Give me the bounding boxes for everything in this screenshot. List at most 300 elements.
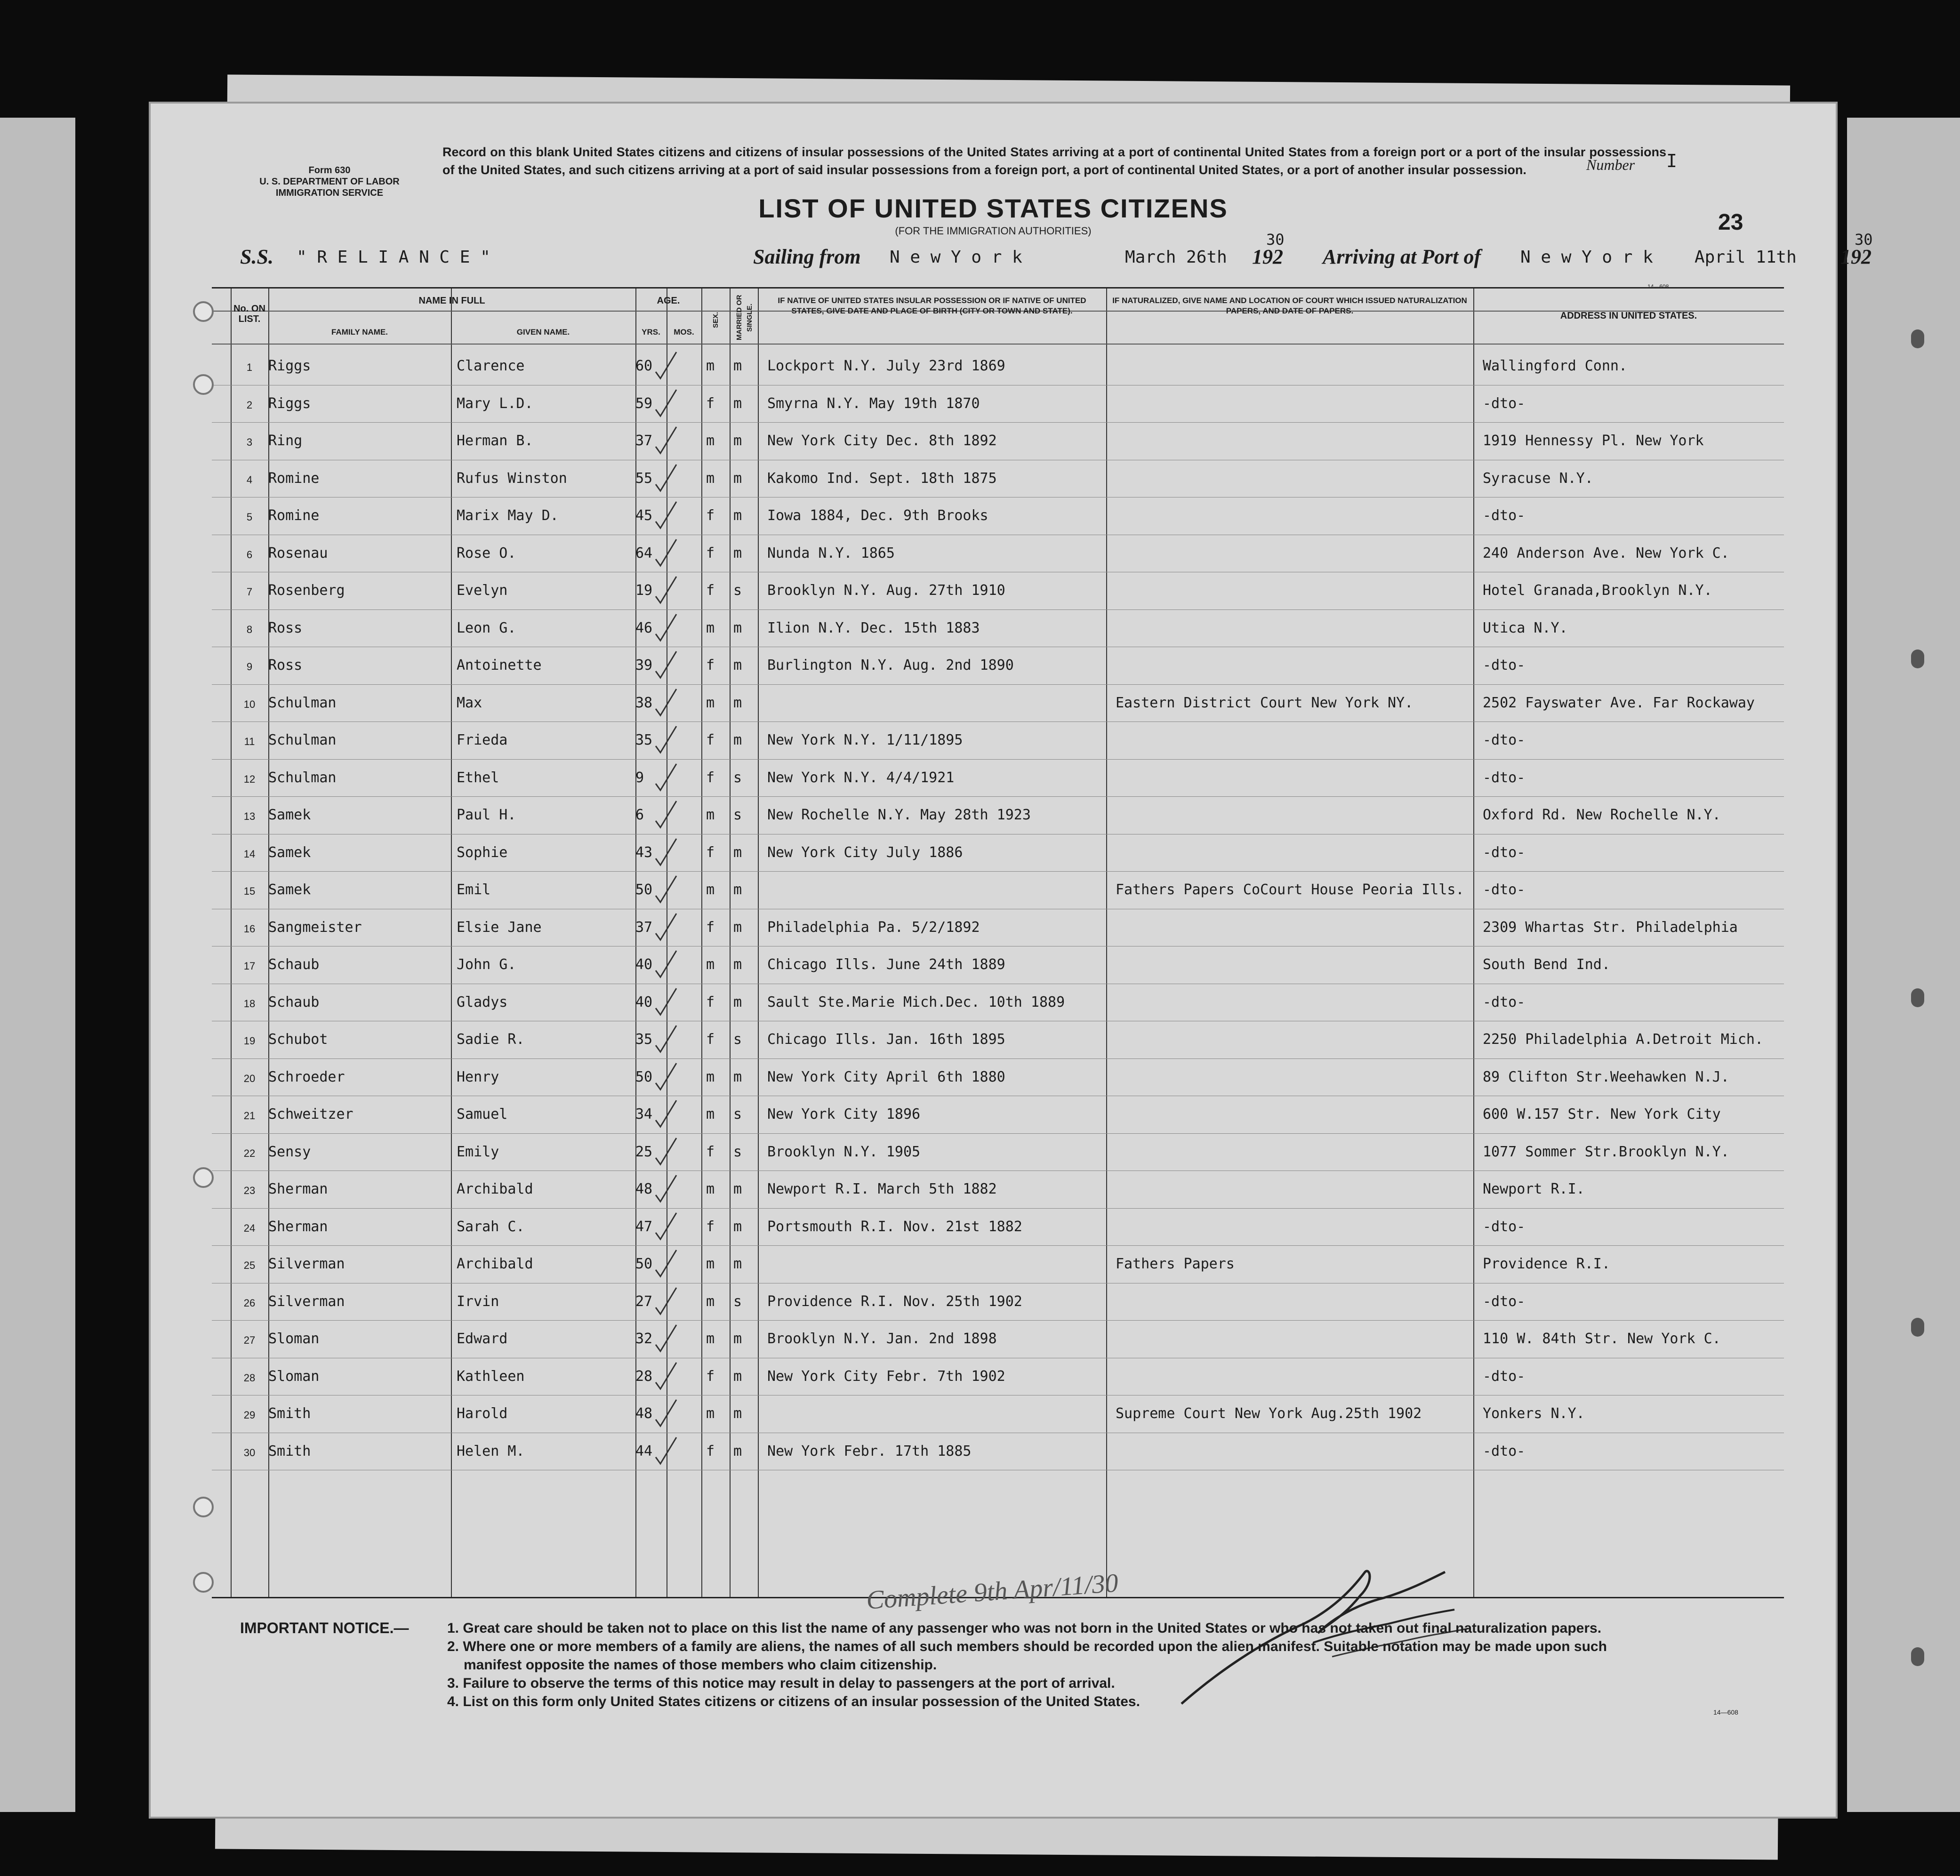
table-row — [212, 1098, 1784, 1130]
marital-status: s — [733, 807, 742, 823]
table-row — [212, 723, 1784, 756]
given-name: Harold — [457, 1405, 508, 1422]
header-yrs: YRS. — [642, 328, 660, 337]
table-row — [212, 1285, 1784, 1318]
birth-info: Kakomo Ind. Sept. 18th 1875 — [767, 470, 997, 487]
family-name: Schaub — [268, 956, 320, 973]
arrival-year: 192 — [1840, 245, 1872, 268]
family-name: Silverman — [268, 1293, 345, 1310]
row-number: 18 — [243, 997, 256, 1010]
address: Utica N.Y. — [1483, 619, 1568, 636]
given-name: Frieda — [457, 732, 508, 748]
row-number: 17 — [243, 960, 256, 972]
notice-item-2: 2. Where one or more members of a family are aliens, the names of all such members should be recorded upon the alien manifest. Suitable notation may be made upon such — [447, 1639, 1607, 1654]
naturalization-info: Eastern District Court New York NY. — [1116, 694, 1414, 711]
row-rule — [212, 1208, 1784, 1209]
address: -dto- — [1483, 1293, 1526, 1310]
family-name: Samek — [268, 882, 311, 898]
arriving-label: Arriving at Port of — [1323, 245, 1481, 268]
check-mark-icon — [652, 1397, 680, 1430]
table-row — [212, 462, 1784, 495]
age-years: 50 — [635, 882, 653, 898]
marital-status: m — [733, 1218, 742, 1235]
row-rule — [212, 759, 1784, 760]
table-row — [212, 387, 1784, 420]
table-row — [212, 1060, 1784, 1093]
header-married-single: MARRIED OR SINGLE. — [735, 295, 754, 341]
address: Oxford Rd. New Rochelle N.Y. — [1483, 807, 1721, 823]
age-years: 9 — [635, 769, 644, 786]
address: Newport R.I. — [1483, 1181, 1585, 1197]
manifest-page — [151, 104, 1873, 1817]
sailing-date: March 26th — [1125, 248, 1227, 267]
age-years: 39 — [635, 657, 653, 673]
row-number: 27 — [243, 1334, 256, 1346]
row-number: 20 — [243, 1072, 256, 1084]
age-years: 38 — [635, 694, 653, 711]
row-number: 23 — [243, 1185, 256, 1196]
ship-name: " R E L I A N C E " — [297, 248, 490, 267]
given-name: Paul H. — [457, 807, 516, 823]
given-name: Marix May D. — [457, 507, 559, 524]
address: 240 Anderson Ave. New York C. — [1483, 545, 1729, 561]
marital-status: m — [733, 1068, 742, 1085]
age-years: 64 — [635, 545, 653, 561]
given-name: Clarence — [457, 358, 525, 374]
header-rule — [212, 344, 1784, 345]
notice-item-1: 1. Great care should be taken not to place on this list the name of any passenger who was not born in the United States or who has not taken out final naturalization papers. — [447, 1620, 1602, 1636]
given-name: Irvin — [457, 1293, 499, 1310]
sex: f — [706, 769, 715, 786]
binder-tab — [1911, 649, 1924, 668]
family-name: Schulman — [268, 732, 337, 748]
given-name: Leon G. — [457, 619, 516, 636]
sex: f — [706, 582, 715, 599]
marital-status: m — [733, 619, 742, 636]
address: 2502 Fayswater Ave. Far Rockaway — [1483, 694, 1755, 711]
table-row — [212, 349, 1784, 382]
sex: m — [706, 470, 715, 487]
given-name: Helen M. — [457, 1443, 525, 1459]
age-years: 40 — [635, 956, 653, 973]
age-years: 32 — [635, 1331, 653, 1347]
row-number: 29 — [243, 1409, 256, 1421]
table-row — [212, 1435, 1784, 1467]
marital-status: m — [733, 1181, 742, 1197]
family-name: Sherman — [268, 1181, 328, 1197]
marital-status: s — [733, 1143, 742, 1160]
birth-info: Ilion N.Y. Dec. 15th 1883 — [767, 619, 980, 636]
marital-status: m — [733, 956, 742, 973]
page-number: 23 — [1718, 210, 1743, 235]
birth-info: Providence R.I. Nov. 25th 1902 — [767, 1293, 1022, 1310]
punch-hole — [193, 301, 214, 322]
age-years: 28 — [635, 1368, 653, 1385]
sailing-port: N e w Y o r k — [890, 248, 1022, 267]
age-years: 46 — [635, 619, 653, 636]
birth-info: Brooklyn N.Y. Jan. 2nd 1898 — [767, 1331, 997, 1347]
footer-code: 14—608 — [1713, 1708, 1738, 1716]
left-scan-margin — [0, 118, 75, 1812]
marital-status: m — [733, 657, 742, 673]
family-name: Sensy — [268, 1143, 311, 1160]
row-number: 8 — [246, 623, 253, 635]
family-name: Schulman — [268, 694, 337, 711]
address: -dto- — [1483, 769, 1526, 786]
marital-status: m — [733, 994, 742, 1010]
birth-info: Lockport N.Y. July 23rd 1869 — [767, 358, 1005, 374]
check-mark-icon — [652, 836, 680, 869]
address: -dto- — [1483, 1368, 1526, 1385]
row-rule — [212, 796, 1784, 797]
given-name: Max — [457, 694, 482, 711]
row-number: 6 — [246, 548, 253, 561]
marital-status: m — [733, 545, 742, 561]
row-rule — [212, 871, 1784, 872]
check-mark-icon — [652, 387, 680, 420]
header-name-in-full: NAME IN FULL — [418, 296, 485, 306]
row-rule — [212, 1245, 1784, 1246]
binder-tab — [1911, 988, 1924, 1007]
check-mark-icon — [652, 424, 680, 457]
table-row — [212, 649, 1784, 681]
given-name: Gladys — [457, 994, 508, 1010]
marital-status: m — [733, 882, 742, 898]
sex: f — [706, 844, 715, 861]
marital-status: m — [733, 919, 742, 936]
naturalization-info: Fathers Papers CoCourt House Peoria Ills. — [1116, 882, 1464, 898]
family-name: Schweitzer — [268, 1106, 353, 1122]
binder-tab — [1911, 1647, 1924, 1666]
family-name: Rosenberg — [268, 582, 345, 599]
birth-info: New York City Dec. 8th 1892 — [767, 433, 997, 449]
number-value: I — [1666, 151, 1677, 171]
form-subtitle: (FOR THE IMMIGRATION AUTHORITIES) — [895, 225, 1092, 237]
check-mark-icon — [652, 1322, 680, 1355]
marital-status: m — [733, 844, 742, 861]
marital-status: m — [733, 358, 742, 374]
birth-info: Brooklyn N.Y. 1905 — [767, 1143, 921, 1160]
arrival-date: April 11th — [1695, 248, 1797, 267]
table-row — [212, 686, 1784, 719]
sex: m — [706, 1293, 715, 1310]
birth-info: New Rochelle N.Y. May 28th 1923 — [767, 807, 1031, 823]
punch-hole — [193, 374, 214, 395]
birth-info: New York N.Y. 1/11/1895 — [767, 732, 963, 748]
age-years: 19 — [635, 582, 653, 599]
given-name: Henry — [457, 1068, 499, 1085]
check-mark-icon — [652, 499, 680, 532]
table-row — [212, 1135, 1784, 1168]
marital-status: s — [733, 1031, 742, 1048]
birth-info: Portsmouth R.I. Nov. 21st 1882 — [767, 1218, 1022, 1235]
birth-info: Burlington N.Y. Aug. 2nd 1890 — [767, 657, 1014, 673]
age-years: 50 — [635, 1068, 653, 1085]
address: 2309 Whartas Str. Philadelphia — [1483, 919, 1738, 936]
row-number: 2 — [246, 399, 253, 411]
birth-info: Newport R.I. March 5th 1882 — [767, 1181, 997, 1197]
sex: m — [706, 1331, 715, 1347]
check-mark-icon — [652, 1360, 680, 1393]
age-years: 47 — [635, 1218, 653, 1235]
given-name: Kathleen — [457, 1368, 525, 1385]
row-rule — [212, 1170, 1784, 1171]
check-mark-icon — [652, 686, 680, 719]
row-number: 10 — [243, 698, 256, 710]
row-number: 28 — [243, 1371, 256, 1384]
row-rule — [212, 1133, 1784, 1134]
row-rule — [212, 1320, 1784, 1321]
row-number: 14 — [243, 848, 256, 860]
address: -dto- — [1483, 1443, 1526, 1459]
sex: f — [706, 1143, 715, 1160]
sex: m — [706, 1256, 715, 1272]
family-name: Smith — [268, 1443, 311, 1459]
address: Hotel Granada,Brooklyn N.Y. — [1483, 582, 1712, 599]
age-years: 55 — [635, 470, 653, 487]
header-family-name: FAMILY NAME. — [331, 328, 388, 337]
family-name: Ring — [268, 433, 303, 449]
marital-status: s — [733, 1293, 742, 1310]
family-name: Sloman — [268, 1331, 320, 1347]
age-years: 45 — [635, 507, 653, 524]
table-row — [212, 424, 1784, 457]
form-number: Form 630 — [308, 165, 351, 176]
table-row — [212, 836, 1784, 869]
family-name: Sloman — [268, 1368, 320, 1385]
check-mark-icon — [652, 1135, 680, 1168]
row-number: 12 — [243, 773, 256, 785]
family-name: Riggs — [268, 395, 311, 412]
naturalization-info: Fathers Papers — [1116, 1256, 1235, 1272]
table-row — [212, 537, 1784, 569]
age-years: 37 — [635, 919, 653, 936]
table-row — [212, 798, 1784, 831]
form-title: LIST OF UNITED STATES CITIZENS — [758, 193, 1228, 223]
given-name: Sadie R. — [457, 1031, 525, 1048]
form-service: IMMIGRATION SERVICE — [275, 188, 384, 198]
given-name: Sarah C. — [457, 1218, 525, 1235]
given-name: Emil — [457, 882, 491, 898]
check-mark-icon — [652, 1098, 680, 1130]
ss-label: S.S. — [240, 245, 273, 268]
sex: f — [706, 919, 715, 936]
birth-info: Iowa 1884, Dec. 9th Brooks — [767, 507, 988, 524]
birth-info: New York N.Y. 4/4/1921 — [767, 769, 955, 786]
table-row — [212, 499, 1784, 532]
row-number: 25 — [243, 1259, 256, 1271]
row-rule — [212, 422, 1784, 423]
birth-info: New York City July 1886 — [767, 844, 963, 861]
age-years: 35 — [635, 1031, 653, 1048]
print-code: 14—608 — [1647, 283, 1669, 290]
marital-status: m — [733, 1443, 742, 1459]
family-name: Ross — [268, 657, 303, 673]
birth-info: Smyrna N.Y. May 19th 1870 — [767, 395, 980, 412]
table-row — [212, 948, 1784, 981]
address: 1077 Sommer Str.Brooklyn N.Y. — [1483, 1143, 1729, 1160]
marital-status: m — [733, 470, 742, 487]
naturalization-info: Supreme Court New York Aug.25th 1902 — [1116, 1405, 1422, 1422]
address: 2250 Philadelphia A.Detroit Mich. — [1483, 1031, 1764, 1048]
birth-info: Brooklyn N.Y. Aug. 27th 1910 — [767, 582, 1005, 599]
row-number: 16 — [243, 922, 256, 935]
family-name: Schaub — [268, 994, 320, 1010]
table-row — [212, 873, 1784, 906]
check-mark-icon — [652, 1247, 680, 1280]
row-number: 9 — [246, 661, 253, 673]
sex: f — [706, 507, 715, 524]
address: Wallingford Conn. — [1483, 358, 1628, 374]
birth-info: New York City 1896 — [767, 1106, 921, 1122]
sex: m — [706, 1181, 715, 1197]
marital-status: m — [733, 395, 742, 412]
family-name: Romine — [268, 470, 320, 487]
address: -dto- — [1483, 1218, 1526, 1235]
age-years: 37 — [635, 433, 653, 449]
table-row — [212, 1210, 1784, 1243]
sex: m — [706, 1106, 715, 1122]
number-label: Number — [1586, 156, 1635, 173]
sex: m — [706, 956, 715, 973]
family-name: Sherman — [268, 1218, 328, 1235]
row-number: 19 — [243, 1035, 256, 1047]
birth-info: Nunda N.Y. 1865 — [767, 545, 895, 561]
check-mark-icon — [652, 1285, 680, 1318]
check-mark-icon — [652, 537, 680, 569]
birth-info: Chicago Ills. Jan. 16th 1895 — [767, 1031, 1005, 1048]
sex: m — [706, 694, 715, 711]
table-row — [212, 1247, 1784, 1280]
check-mark-icon — [652, 873, 680, 906]
address: -dto- — [1483, 732, 1526, 748]
sex: m — [706, 882, 715, 898]
family-name: Rosenau — [268, 545, 328, 561]
address: South Bend Ind. — [1483, 956, 1610, 973]
binder-tab — [1911, 329, 1924, 348]
family-name: Schulman — [268, 769, 337, 786]
sailing-year-hand: 30 — [1266, 231, 1285, 249]
address: Syracuse N.Y. — [1483, 470, 1593, 487]
given-name: John G. — [457, 956, 516, 973]
address: 1919 Hennessy Pl. New York — [1483, 433, 1704, 449]
table-row — [212, 1360, 1784, 1393]
age-years: 48 — [635, 1181, 653, 1197]
given-name: Elsie Jane — [457, 919, 542, 936]
given-name: Archibald — [457, 1256, 533, 1272]
arrival-port: N e w Y o r k — [1520, 248, 1653, 267]
sex: f — [706, 545, 715, 561]
family-name: Sangmeister — [268, 919, 362, 936]
sex: m — [706, 807, 715, 823]
sex: f — [706, 1031, 715, 1048]
sex: f — [706, 1443, 715, 1459]
row-rule — [212, 684, 1784, 685]
age-years: 34 — [635, 1106, 653, 1122]
given-name: Mary L.D. — [457, 395, 533, 412]
family-name: Samek — [268, 807, 311, 823]
check-mark-icon — [652, 1435, 680, 1467]
header-naturalized: IF NATURALIZED, GIVE NAME AND LOCATION OF COURT WHICH ISSUED NATURALIZATION PAPERS, AND DATE OF PAPERS. — [1112, 296, 1467, 315]
age-years: 50 — [635, 1256, 653, 1272]
right-scan-margin — [1847, 118, 1960, 1812]
family-name: Riggs — [268, 358, 311, 374]
sex: f — [706, 1218, 715, 1235]
row-number: 15 — [243, 885, 256, 897]
punch-hole — [193, 1497, 214, 1517]
form-instruction: Record on this blank United States citizens and citizens of insular possessions of the United States arriving at a port of continental United States from a foreign port or a port of the insular possessions of the United States, and such citizens arriving at a port of said insular possessions from a foreign port, a port of continental United States, or a port of another insular possession. — [442, 145, 1666, 177]
birth-info: New York City Febr. 7th 1902 — [767, 1368, 1005, 1385]
address: Providence R.I. — [1483, 1256, 1610, 1272]
row-number: 26 — [243, 1297, 256, 1309]
age-years: 27 — [635, 1293, 653, 1310]
arrival-year-hand: 30 — [1855, 231, 1873, 249]
header-birth: IF NATIVE OF UNITED STATES INSULAR POSSESSION OR IF NATIVE OF UNITED STATES, GIVE DATE AND PLACE OF BIRTH (CITY OR TOWN AND STATE). — [778, 296, 1086, 315]
given-name: Antoinette — [457, 657, 542, 673]
row-number: 7 — [246, 586, 253, 598]
age-years: 44 — [635, 1443, 653, 1459]
sex: f — [706, 732, 715, 748]
address: 110 W. 84th Str. New York C. — [1483, 1331, 1721, 1347]
sex: m — [706, 358, 715, 374]
row-number: 5 — [246, 511, 253, 523]
given-name: Herman B. — [457, 433, 533, 449]
marital-status: m — [733, 1256, 742, 1272]
table-row — [212, 761, 1784, 794]
birth-info: Chicago Ills. June 24th 1889 — [767, 956, 1005, 973]
table-row — [212, 1397, 1784, 1430]
punch-hole — [193, 1572, 214, 1593]
table-row — [212, 986, 1784, 1018]
punch-hole — [193, 1167, 214, 1188]
sex: f — [706, 395, 715, 412]
marital-status: m — [733, 1405, 742, 1422]
given-name: Archibald — [457, 1181, 533, 1197]
check-mark-icon — [652, 1060, 680, 1093]
given-name: Rose O. — [457, 545, 516, 561]
check-mark-icon — [652, 948, 680, 981]
header-mos: MOS. — [674, 328, 694, 337]
check-mark-icon — [652, 911, 680, 944]
row-rule — [212, 609, 1784, 610]
binder-tab — [1911, 1318, 1924, 1337]
sex: f — [706, 1368, 715, 1385]
family-name: Schroeder — [268, 1068, 345, 1085]
check-mark-icon — [652, 649, 680, 681]
notice-item-4: 4. List on this form only United States citizens or citizens of an insular possession of the United States. — [447, 1694, 1140, 1709]
table-row — [212, 1172, 1784, 1205]
check-mark-icon — [652, 574, 680, 607]
row-number: 22 — [243, 1147, 256, 1159]
completion-annotation: Complete 9th Apr/11/30 — [865, 1568, 1119, 1615]
family-name: Schubot — [268, 1031, 328, 1048]
marital-status: s — [733, 1106, 742, 1122]
marital-status: m — [733, 1331, 742, 1347]
address: -dto- — [1483, 994, 1526, 1010]
marital-status: m — [733, 1368, 742, 1385]
family-name: Romine — [268, 507, 320, 524]
sex: m — [706, 1405, 715, 1422]
check-mark-icon — [652, 723, 680, 756]
marital-status: s — [733, 769, 742, 786]
address: -dto- — [1483, 657, 1526, 673]
notice-lead: IMPORTANT NOTICE.— — [240, 1619, 409, 1636]
birth-info: New York City April 6th 1880 — [767, 1068, 1005, 1085]
header-address: ADDRESS IN UNITED STATES. — [1560, 311, 1697, 321]
marital-status: m — [733, 694, 742, 711]
table-row — [212, 1322, 1784, 1355]
check-mark-icon — [652, 349, 680, 382]
